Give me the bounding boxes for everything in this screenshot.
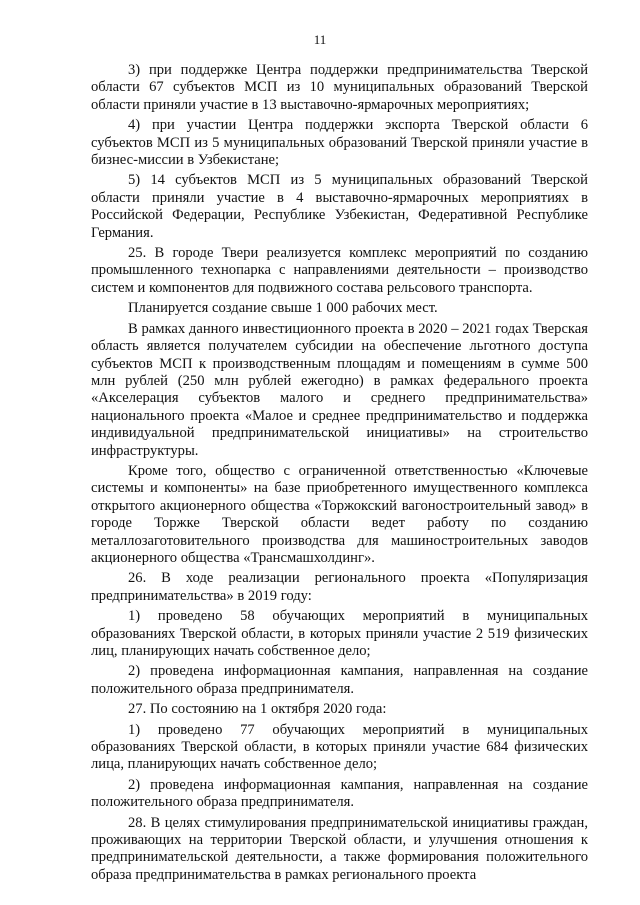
paragraph-investment-project: В рамках данного инвестиционного проекта в 2020 – 2021 годах Тверская область является получателем субсидии на обеспечение льготного доступа субъектов МСП к производственным площадям и помещениям в сумме 500 млн рублей (250 млн рублей ежегодно) в рамках федерального проекта «Акселерация субъектов малого и среднего предпринимательства» национального проекта «Малое и среднее предпринимательство и поддержка индивидуальной предпринимательской инициативы» на строительство инфраструктуры. [91, 320, 588, 459]
paragraph-27-item-1: 1) проведено 77 обучающих мероприятий в муниципальных образованиях Тверской области, в которых приняли участие 684 физических лица, планирующих начать собственное дело; [91, 721, 588, 773]
paragraph-item-5: 5) 14 субъектов МСП из 5 муниципальных образований Тверской области приняли участие в 4 выставочно-ярмарочных мероприятиях в Российской Федерации, Республике Узбекистан, Федеративной Республике Германия. [91, 172, 588, 241]
paragraph-section-27: 27. По состоянию на 1 октября 2020 года: [128, 701, 387, 718]
paragraph-section-28: 28. В целях стимулирования предпринимательской инициативы граждан, проживающих на территории Тверской области, и улучшения отношения к предпринимательской деятельности, а также формирования положительного образа предпринимательства в рамках регионального проекта [91, 814, 588, 883]
paragraph-section-26: 26. В ходе реализации регионального проекта «Популяризация предпринимательства» в 2019 году: [91, 570, 588, 604]
document-body [91, 62, 588, 887]
paragraph-section-25: 25. В городе Твери реализуется комплекс мероприятий по созданию промышленного технопарка с направлениями деятельности – производство систем и компонентов для подвижного состава рельсового транспорта. [91, 245, 588, 296]
paragraph-27-item-2: 2) проведена информационная кампания, направленная на создание положительного образа предпринимателя. [91, 776, 588, 811]
paragraph-item-3: 3) при поддержке Центра поддержки предпринимательства Тверской области 67 субъектов МСП из 10 муниципальных образований Тверской области приняли участие в 13 выставочно-ярмарочных мероприятиях; [91, 62, 588, 113]
paragraph-26-item-1: 1) проведено 58 обучающих мероприятий в муниципальных образованиях Тверской области, в которых приняли участие 2 519 физических лиц, планирующих начать собственное дело; [91, 608, 588, 659]
page-number: 11 [313, 32, 327, 47]
paragraph-item-4: 4) при участии Центра поддержки экспорта Тверской области 6 субъектов МСП из 5 муниципальных образований Тверской приняли участие в бизнес-миссии в Узбекистане; [91, 117, 588, 169]
paragraph-key-systems: Кроме того, общество с ограниченной ответственностью «Ключевые системы и компоненты» на базе приобретенного имущественного комплекса открытого акционерного общества «Торжокский вагоностроительный завод» в городе Торжке Тверской области ведет работу по созданию металлозаготовительного производства для машиностроительных заводов акционерного общества «Трансмашхолдинг». [91, 462, 588, 566]
paragraph-jobs: Планируется создание свыше 1 000 рабочих мест. [128, 300, 438, 317]
paragraph-26-item-2: 2) проведена информационная кампания, направленная на создание положительного образа предпринимателя. [91, 663, 588, 697]
